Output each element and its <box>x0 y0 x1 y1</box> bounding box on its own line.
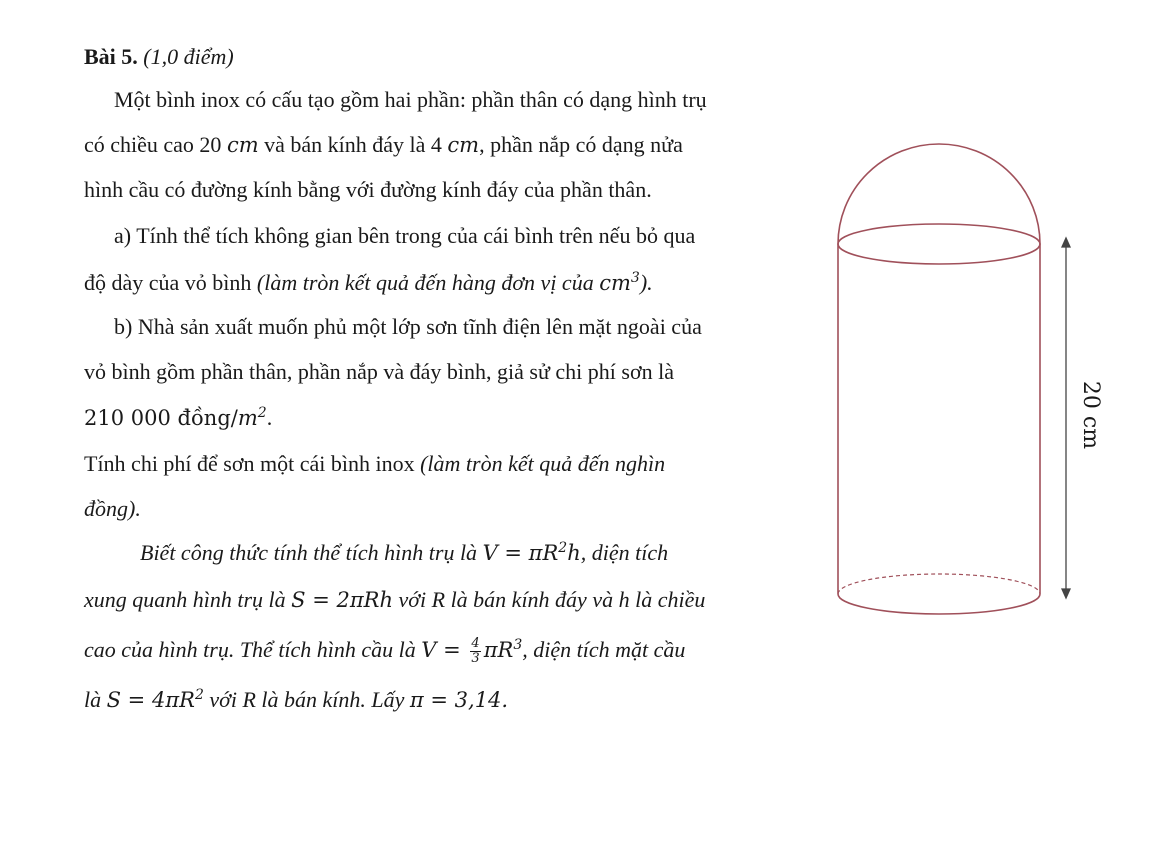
exponent: 2 <box>257 405 267 421</box>
capsule-figure <box>830 140 1130 640</box>
text: xung quanh hình trụ là <box>84 587 292 612</box>
part-b-line-3 <box>84 403 272 433</box>
cylinder-bottom-hidden <box>838 574 1040 594</box>
exponent: 2 <box>194 687 204 703</box>
intro-line-1: Một bình inox có cấu tạo gồm hai phần: phần thân có dạng hình trụ <box>114 87 707 112</box>
cylinder-top-ellipse <box>838 224 1040 264</box>
text: cao của hình trụ. Thể tích hình cầu là <box>84 637 422 662</box>
formula-line-2 <box>84 585 705 615</box>
pi-value: 3,14. <box>454 688 509 712</box>
intro-line-2 <box>84 130 683 160</box>
formula-pi: π = <box>409 688 455 712</box>
note: (làm tròn kết quả đến hàng đơn vị của <box>256 270 600 295</box>
text: độ dày của vỏ bình <box>84 270 257 295</box>
note: (làm tròn kết quả đến nghìn <box>420 451 666 476</box>
cylinder-bottom-front <box>838 594 1040 614</box>
part-b-line-4 <box>84 449 665 479</box>
formula-line-3 <box>84 635 685 666</box>
formula-sphere-area <box>107 688 204 712</box>
price: 210 000 đồng <box>84 406 231 430</box>
formula-lateral-area: S = 2πRh <box>291 588 394 612</box>
exponent: 2 <box>558 540 568 556</box>
arrow-down-icon <box>1062 589 1070 598</box>
dimension-label: 20 cm <box>1078 380 1103 450</box>
unit <box>238 406 267 430</box>
part-b-line-1: b) Nhà sản xuất muốn phủ một lớp sơn tĩnh điện lên mặt ngoài của <box>114 314 702 339</box>
text: có chiều cao 20 <box>84 132 227 157</box>
arrow-up-icon <box>1062 238 1070 247</box>
part-a-line-2 <box>84 268 653 298</box>
text: , diện tích <box>580 540 669 565</box>
formula-part: h <box>567 541 581 565</box>
text: với R là bán kính. Lấy <box>203 687 410 712</box>
text: với R là bán kính đáy và h là chiều <box>393 587 706 612</box>
text: và bán kính đáy là 4 <box>258 132 448 157</box>
part-a-line-1: a) Tính thể tích không gian bên trong của cái bình trên nếu bỏ qua <box>114 223 696 248</box>
exercise-points: (1,0 điểm) <box>143 44 234 69</box>
text: Biết công thức tính thể tích hình trụ là <box>140 540 483 565</box>
exponent: 3 <box>513 637 523 653</box>
text: . <box>266 405 273 430</box>
text: ). <box>639 270 653 295</box>
text: Tính chi phí để sơn một cái bình inox <box>84 451 421 476</box>
formula-part: V = <box>421 638 468 662</box>
formula-cylinder-volume <box>483 541 581 565</box>
fraction <box>470 637 480 666</box>
text: , phần nắp có dạng nửa <box>479 132 683 157</box>
formula-line-4 <box>84 685 508 715</box>
exercise-number: Bài 5. <box>84 44 138 69</box>
unit-base: m <box>237 406 258 430</box>
formula-sphere-volume <box>484 638 523 662</box>
numerator: 4 <box>471 636 480 652</box>
exercise-title <box>84 42 234 72</box>
text: , diện tích mặt cầu <box>522 637 686 662</box>
unit: cm <box>447 133 480 157</box>
unit-base: cm <box>599 271 631 295</box>
formula-part: V = πR <box>482 541 559 565</box>
formula-part: πR <box>483 638 514 662</box>
intro-line-3: hình cầu có đường kính bằng với đường kính đáy của phần thân. <box>84 177 652 202</box>
exponent: 3 <box>630 270 640 286</box>
unit: cm <box>226 133 259 157</box>
formula-part: S = 4πR <box>106 688 195 712</box>
formula-line-1 <box>140 538 668 568</box>
slash: / <box>230 406 238 430</box>
unit <box>599 271 640 295</box>
part-b-line-5: đồng). <box>84 496 141 521</box>
part-b-line-2: vỏ bình gồm phần thân, phần nắp và đáy bình, giả sử chi phí sơn là <box>84 359 674 384</box>
text: là <box>84 687 107 712</box>
denominator: 3 <box>471 651 480 667</box>
